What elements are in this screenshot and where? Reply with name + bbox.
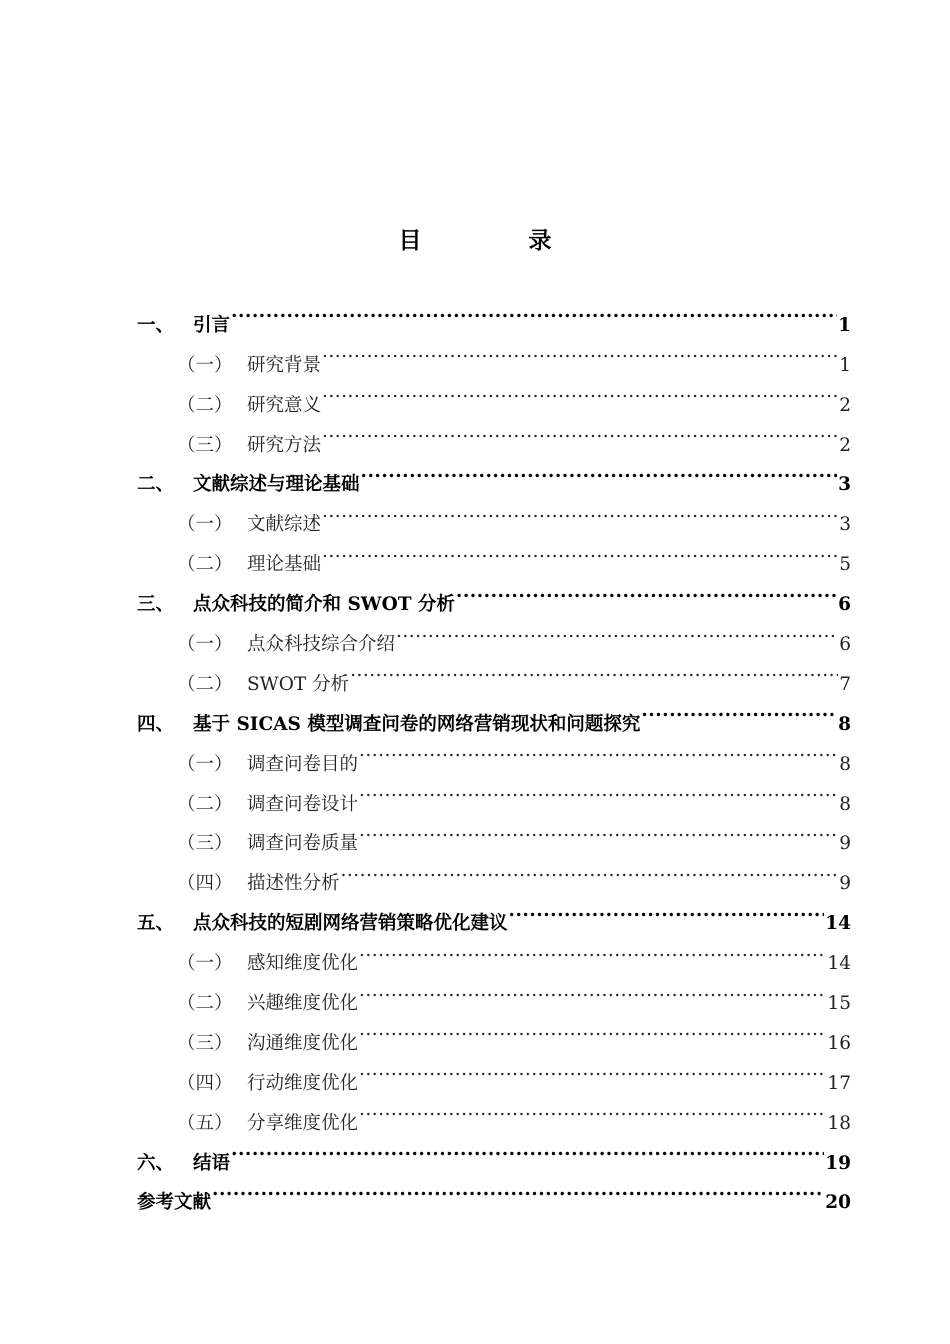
- toc-entry-page-number: 16: [827, 1032, 851, 1054]
- toc-dot-leader: [641, 690, 837, 730]
- toc-entry-page-number: 1: [839, 354, 851, 376]
- toc-subsection-entry[interactable]: [137, 331, 851, 376]
- toc-entry-label: 分享维度优化: [247, 1112, 359, 1134]
- toc-entry-number: （三）: [177, 434, 233, 456]
- toc-entry-label: 文献综述与理论基础: [193, 474, 360, 496]
- toc-dot-leader: [359, 1049, 826, 1089]
- toc-entry-page-number: 18: [827, 1112, 851, 1134]
- toc-dot-leader: [359, 969, 826, 1009]
- toc-entry-label: 点众科技的简介和 SWOT 分析: [193, 594, 455, 616]
- toc-entry-page-number: 3: [839, 514, 851, 536]
- toc-entry-number: 六、: [137, 1152, 175, 1174]
- toc-section-entry[interactable]: [137, 291, 851, 336]
- toc-entry-page-number: 2: [839, 434, 851, 456]
- toc-entry-page-number: 6: [839, 634, 851, 656]
- toc-entry-label: 研究背景: [247, 354, 322, 376]
- toc-entry-page-number: 7: [839, 673, 851, 695]
- toc-dot-leader: [509, 889, 825, 929]
- toc-dot-leader: [361, 451, 838, 491]
- table-of-contents: [137, 291, 851, 1214]
- toc-entry-number: （五）: [177, 1112, 233, 1134]
- toc-entry-number: （二）: [177, 993, 233, 1015]
- toc-entry-page-number: 3: [838, 474, 851, 496]
- toc-entry-number: （二）: [177, 394, 233, 416]
- toc-dot-leader: [359, 770, 838, 810]
- toc-entry-number: （二）: [177, 793, 233, 815]
- toc-entry-label: 理论基础: [247, 554, 322, 576]
- toc-entry-page-number: 1: [838, 314, 851, 336]
- toc-dot-leader: [322, 490, 838, 530]
- toc-entry-label: 点众科技的短剧网络营销策略优化建议: [193, 913, 508, 935]
- toc-entry-label: 调查问卷目的: [247, 753, 359, 775]
- toc-dot-leader: [359, 1009, 826, 1049]
- toc-entry-number: 五、: [137, 913, 175, 935]
- toc-dot-leader: [322, 371, 838, 411]
- toc-entry-page-number: 14: [825, 913, 851, 935]
- toc-entry-number: （一）: [177, 953, 233, 975]
- toc-entry-page-number: 20: [825, 1192, 851, 1214]
- page-title: 目 录: [398, 227, 594, 254]
- toc-entry-label: 兴趣维度优化: [247, 993, 359, 1015]
- toc-entry-number: （二）: [177, 673, 233, 695]
- toc-section-entry[interactable]: [137, 1129, 851, 1174]
- toc-entry-label: 结语: [193, 1152, 231, 1174]
- toc-entry-label: 研究意义: [247, 394, 322, 416]
- toc-entry-label: 沟通维度优化: [247, 1032, 359, 1054]
- toc-entry-label: 调查问卷设计: [247, 793, 359, 815]
- toc-entry-number: （三）: [177, 1032, 233, 1054]
- toc-dot-leader: [322, 331, 838, 371]
- toc-entry-page-number: 5: [839, 554, 851, 576]
- toc-entry-number: （四）: [177, 873, 233, 895]
- toc-entry-label: 基于 SICAS 模型调查问卷的网络营销现状和问题探究: [193, 713, 641, 735]
- toc-entry-page-number: 17: [827, 1072, 851, 1094]
- toc-entry-label: 点众科技综合介绍: [247, 634, 396, 656]
- toc-dot-leader: [359, 929, 826, 969]
- toc-entry-label: 引言: [193, 314, 231, 336]
- toc-dot-leader: [456, 570, 837, 610]
- toc-dot-leader: [212, 1169, 824, 1209]
- toc-entry-number: 二、: [137, 474, 175, 496]
- toc-entry-label: 参考文献: [137, 1192, 212, 1214]
- toc-entry-number: （一）: [177, 514, 233, 536]
- toc-entry-number: （一）: [177, 634, 233, 656]
- toc-entry-label: 研究方法: [247, 434, 322, 456]
- toc-entry-label: 调查问卷质量: [247, 833, 359, 855]
- toc-entry-number: （三）: [177, 833, 233, 855]
- toc-entry-label: SWOT 分析: [247, 673, 350, 695]
- toc-entry-page-number: 2: [839, 394, 851, 416]
- toc-dot-leader: [359, 810, 838, 850]
- toc-entry-page-number: 8: [839, 753, 851, 775]
- toc-entry-page-number: 9: [839, 833, 851, 855]
- toc-entry-page-number: 6: [838, 594, 851, 616]
- toc-dot-leader: [231, 1129, 824, 1169]
- toc-dot-leader: [359, 1089, 826, 1129]
- toc-dot-leader: [396, 610, 838, 650]
- toc-entry-number: （四）: [177, 1072, 233, 1094]
- toc-entry-number: 一、: [137, 314, 175, 336]
- toc-entry-label: 行动维度优化: [247, 1072, 359, 1094]
- toc-dot-leader: [341, 849, 839, 889]
- toc-entry-page-number: 19: [825, 1152, 851, 1174]
- toc-entry-number: 三、: [137, 594, 175, 616]
- toc-entry-label: 感知维度优化: [247, 953, 359, 975]
- toc-entry-number: （一）: [177, 753, 233, 775]
- toc-dot-leader: [350, 650, 838, 690]
- toc-entry-page-number: 14: [827, 953, 851, 975]
- toc-entry-number: （一）: [177, 354, 233, 376]
- toc-entry-label: 文献综述: [247, 514, 322, 536]
- toc-dot-leader: [359, 730, 838, 770]
- toc-entry-page-number: 15: [827, 993, 851, 1015]
- toc-dot-leader: [322, 411, 838, 451]
- toc-dot-leader: [231, 291, 837, 331]
- toc-entry-page-number: 8: [839, 793, 851, 815]
- toc-section-entry[interactable]: [137, 1169, 851, 1214]
- toc-entry-number: （二）: [177, 554, 233, 576]
- toc-entry-page-number: 8: [838, 713, 851, 735]
- toc-entry-number: 四、: [137, 713, 175, 735]
- toc-entry-label: 描述性分析: [247, 873, 340, 895]
- toc-dot-leader: [322, 530, 838, 570]
- toc-entry-page-number: 9: [839, 873, 851, 895]
